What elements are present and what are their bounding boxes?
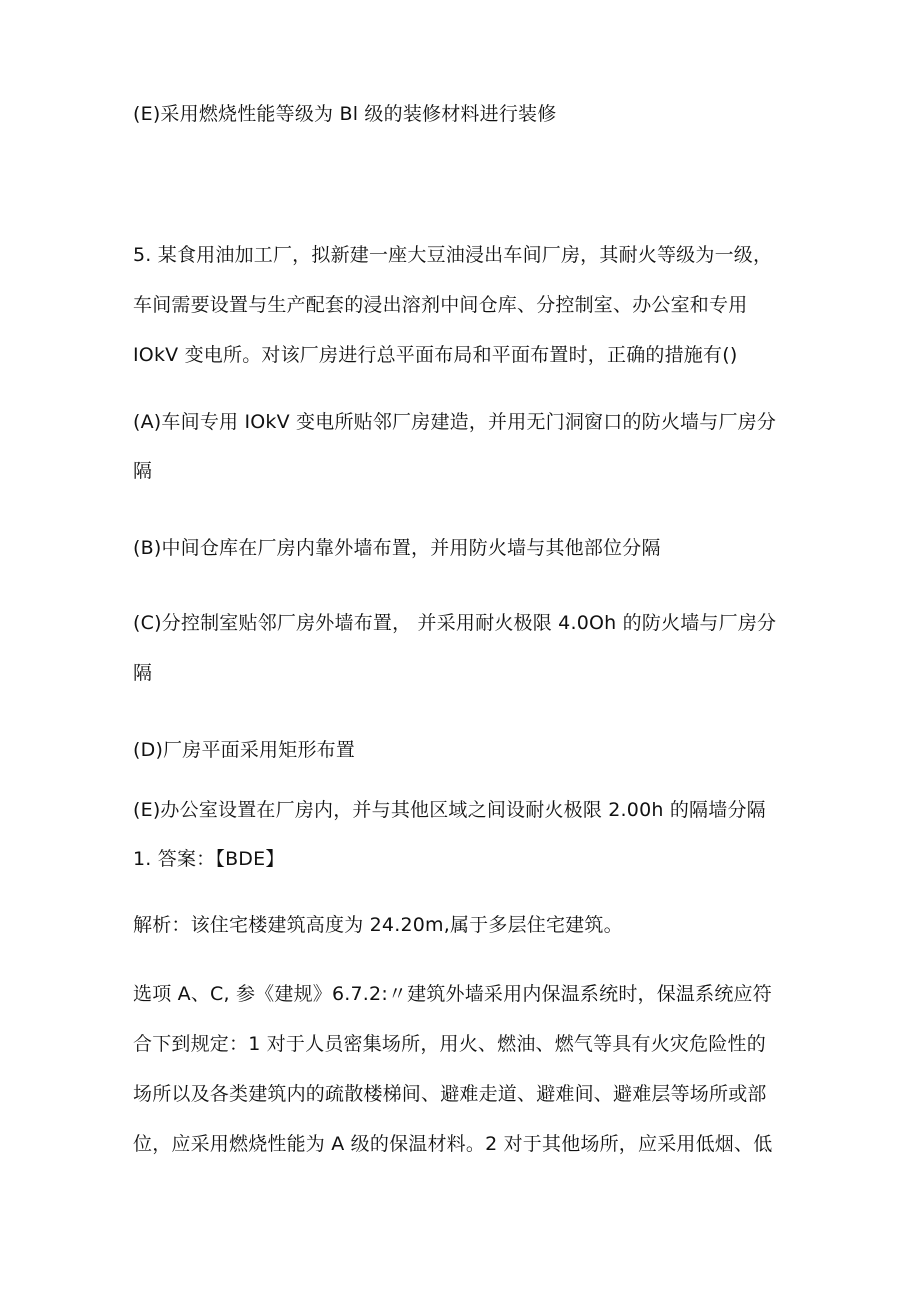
explanation-line-3: 场所以及各类建筑内的疏散楼梯间、避难走道、避难间、避难层等场所或部 <box>133 1083 767 1105</box>
option-e: (E)办公室设置在厂房内，并与其他区域之间设耐火极限 2.00h 的隔墙分隔 <box>133 799 766 821</box>
option-a-line-2: 隔 <box>133 460 153 482</box>
option-c-line-1: (C)分控制室贴邻厂房外墙布置， 并采用耐火极限 4.0Oh 的防火墙与厂房分 <box>133 612 777 634</box>
option-a-line-1: (A)车间专用 IOkV 变电所贴邻厂房建造，并用无门洞窗口的防火墙与厂房分 <box>133 411 777 433</box>
option-b: (B)中间仓库在厂房内靠外墙布置，并用防火墙与其他部位分隔 <box>133 537 661 559</box>
analysis-text: 解析：该住宅楼建筑高度为 24.20m,属于多层住宅建筑。 <box>133 914 623 936</box>
explanation-line-4: 位，应采用燃烧性能为 A 级的保温材料。2 对于其他场所，应采用低烟、低 <box>133 1133 773 1155</box>
question-5-stem-line-1: 5. 某食用油加工厂，拟新建一座大豆油浸出车间厂房，其耐火等级为一级， <box>133 244 773 266</box>
question-5-stem-line-2: 车间需要设置与生产配套的浸出溶剂中间仓库、分控制室、办公室和专用 <box>133 294 748 316</box>
answer-label: 1. 答案：【BDE】 <box>133 848 285 870</box>
option-c-line-2: 隔 <box>133 662 153 684</box>
explanation-line-1: 选项 A、C, 参《建规》6.7.2:〃建筑外墙采用内保温系统时，保温系统应符 <box>133 983 772 1005</box>
previous-option-e: (E)采用燃烧性能等级为 Bl 级的装修材料进行装修 <box>133 103 557 125</box>
option-d: (D)厂房平面采用矩形布置 <box>133 739 356 761</box>
question-5-stem-line-3: IOkV 变电所。对该厂房进行总平面布局和平面布置时，正确的措施有() <box>133 344 738 366</box>
explanation-line-2: 合下到规定：1 对于人员密集场所，用火、燃油、燃气等具有火灾危险性的 <box>133 1033 766 1055</box>
